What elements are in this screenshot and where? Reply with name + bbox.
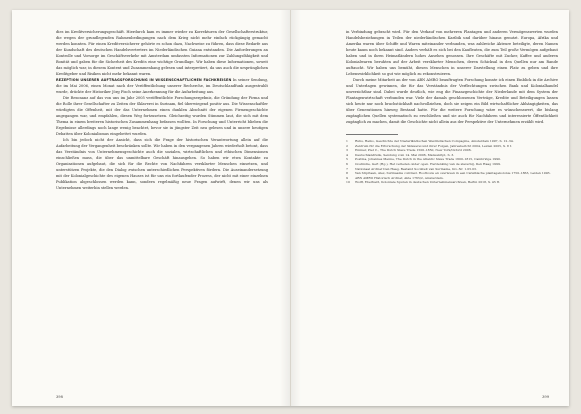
- footnote-text: Nationaal Archief Den Haag, Bestand Sociëteit van Suriname, Inv.-Nr. 1.05.03.: [355, 166, 477, 171]
- body-paragraph: in Verbindung gebracht wird. Für den Verkauf von mehreren Plantagen und anderen Vermögenswerten wurden Handelsbeziehungen in Teilen der niederländischen Karibik und darüber hinaus genutzt. Europa, Afrika und Amerika waren über Schiffe und Waren miteinander verbunden, was zahlreiche Akteure beteiligte, deren Namen heute kaum noch bekannt sind. Anders verhält es sich bei den Kaufleuten, die zum Teil große Vermögen aufgebaut haben und in ihren Heimatländern hohes Ansehen genossen. Ihre Geschäfte mit Zucker, Kaffee und anderen Kolonialwaren beruhten auf der Arbeit versklavter Menschen, deren Schicksal in den Quellen nur am Rande auftaucht. Wir haben uns bemüht, diesen Menschen in unserer Darstellung einen Platz zu geben und ihre Lebenswirklichkeit so gut wie möglich zu rekonstruieren.: [346, 30, 558, 76]
- footnote-number: 10: [346, 180, 350, 185]
- footnote-text: Zentrum für die Erforschung der Sklaverei und ihrer Folgen, Jahresbericht 2004, Leiden 2005, S. 8 f.: [355, 143, 512, 148]
- footnote-text: Ruhs, Heiko, Geschichte der Niederländischen Westindischen Compagnie, Amsterdam 1997, S. 12–34.: [355, 139, 514, 143]
- footnote-text: ABN AMRO Historisch Archief, Akte 1765/2, Amsterdam.: [355, 175, 444, 180]
- left-page: [12, 10, 291, 406]
- page-number-left: 398: [56, 395, 63, 399]
- footnote-number: 8: [346, 171, 348, 176]
- footnote-number: 3: [346, 148, 348, 153]
- footnote-number: 7: [346, 166, 348, 171]
- footnote-text: Deutschlandfunk, Sendung vom 14. Mai 2006, Manuskript, S. 3.: [355, 152, 455, 157]
- footnote-divider: [346, 134, 398, 135]
- section-opening-text: In seiner Sendung, die im Mai 2006, einen Monat nach der Veröffentlichung unserer Recherche, im Deutschlandfunk ausgestrahlt wurde, drückte der Historiker Jörg Fisch seine Anerkennung für die Aufarbeitung aus.: [56, 78, 268, 94]
- section-opening-line: [56, 77, 268, 95]
- right-page: [291, 10, 569, 406]
- footnote-list: [346, 139, 558, 185]
- footnote-text: Wolff, Eberhard, Koloniale Spuren in deutschen Unternehmensarchiven, Berlin 2018, S. 45 ff.: [355, 180, 500, 185]
- book-spread: [12, 10, 569, 406]
- body-paragraph: Ich bin jedoch nicht der Ansicht, dass sich die Frage der historischen Verantwortung allein auf die Aufarbeitung der Vergangenheit beschränken sollte. Wir haben in den vergangenen Jahren wiederholt betont, dass das Verständnis von Unternehmensgeschichte auch die sozialen, wirtschaftlichen und ethischen Dimensionen einschließen muss, die über das unmittelbare Geschäft hinausgehen. So haben wir etwa Kontakte zu Organisationen aufgebaut, die sich für die Rechte von Nachfahren versklavter Menschen einsetzen, und unterstützen Projekte, die den Dialog zwischen unterschiedlichen Perspektiven fördern. Die Auseinandersetzung mit der Kolonialgeschichte des eigenen Hauses ist für uns ein fortlaufender Prozess, der nicht mit einer einzelnen Publikation abgeschlossen werden kann, sondern regelmäßig neue Fragen aufwirft, denen wir uns als Unternehmen weiterhin stellen werden.: [56, 138, 268, 190]
- footnote-number: 6: [346, 161, 348, 166]
- body-paragraph: dies im Kreditversicherungsgeschäft. Hierdurch kam es immer wieder zu Korrekturen der Gesellschafterstruktur, die wegen der grundlegenden Rahmenbedingungen nach dem Krieg nicht mehr einfach rückgängig gemacht werden konnten. Für einen Kreditversicherer gehörte es schon dazu, Nachweise zu führen, dass diese Bedarfe aus der Kundschaft des deutschen Handelsvertreters im Niederländischen Guiana entstanden. Die Anforderungen an Kontrolle und Vorsorge im Geschäftsverkehr mit Amsterdam umfassten Informationen zur Zahlungsfähigkeit und Bonität und gaben für die Sicherheit des Kredits eine wichtige Grundlage. Wir haben diese Informationen, soweit das möglich war, in diesem Kontext und Zusammenhang gelesen und interpretiert, da uns auch die ursprünglichen Kreditgeber und Risiken nicht mehr bekannt waren.: [56, 30, 268, 76]
- footnote-text: Postma, Johannes Menne, The Dutch in the Atlantic Slave Trade 1600–1815, Cambridge 1990.: [355, 157, 501, 162]
- body-paragraph: Die Resonanz auf das von uns im Jahr 2005 veröffentlichte Forschungsergebnis, die Gründung der Firma und die Rolle ihrer Gesellschafter zu Zeiten der Sklaverei in Surinam, fiel überwiegend positiv aus. Die Wissenschaftler würdigten die Offenheit, mit der das Unternehmen einen dunklen Abschnitt der eigenen Firmengeschichte angegangen war, und empfahlen, diesen Weg fortzusetzen. Gleichzeitig wurden Stimmen laut, die sich mit dem Thema in einem breiteren historischen Zusammenhang befassen wollten. In Forschung und Unterricht blieben die Ergebnisse allerdings noch lange wenig beachtet, bevor sie in jüngster Zeit neu gelesen und in unsere heutigen Debatten über Kolonialismus eingebettet wurden.: [56, 96, 268, 136]
- footnote-number: 4: [346, 152, 348, 157]
- footnote: [346, 180, 558, 185]
- footnote-number: 1: [346, 139, 348, 143]
- footnote-number: 5: [346, 157, 348, 162]
- footnote-text: Emmer, Piet C., The Dutch Slave Trade 1500–1850, New York/Oxford 2006.: [355, 148, 472, 153]
- footnote-text: Van Stipriaan, Alex, Surinaams contrast. Roofbouw en overleven in een Caraïbische plantagekolonie 1750–1863, Leiden 1993.: [355, 171, 551, 176]
- footnote-text: Oostindie, Gert (Hg.), Het verleden onder ogen. Herdenking van de slavernij, Den Haag 1999.: [355, 161, 501, 166]
- footnote-number: 2: [346, 143, 348, 148]
- page-number-right: 399: [542, 395, 549, 399]
- left-text-column: [56, 29, 268, 191]
- body-paragraph: Durch meine Mitarbeit an der von ABN AMRO beauftragten Forschung konnte ich einen Einblick in die Archive und Unterlagen gewinnen, die für das Verständnis der Verflechtungen zwischen Bank und Kolonialhandel unverzichtbar sind. Dabei wurde deutlich, wie eng die Finanzgeschichte der Niederlande mit dem System der Plantagenwirtschaft verbunden war. Viele der damals geschlossenen Verträge, Kredite und Beteiligungen lassen sich heute nur noch bruchstückhaft nachvollziehen, doch sie zeigen ein Bild wirtschaftlicher Abhängigkeiten, das über Generationen hinweg Bestand hatte. Für die weitere Forschung wäre es wünschenswert, die bislang zugänglichen Quellen systematisch zu erschließen und sie auch für Nachfahren und interessierte Öffentlichkeit zugänglich zu machen, damit die Geschichte nicht allein aus der Perspektive der Unternehmen erzählt wird.: [346, 78, 558, 124]
- section-heading: REZEPTION UNSERER AUFTRAGSFORSCHUNG IN WISSENSCHAFTLICHEN FACHKREISEN: [56, 78, 232, 82]
- footnote-number: 9: [346, 175, 348, 180]
- right-text-column: [346, 29, 558, 185]
